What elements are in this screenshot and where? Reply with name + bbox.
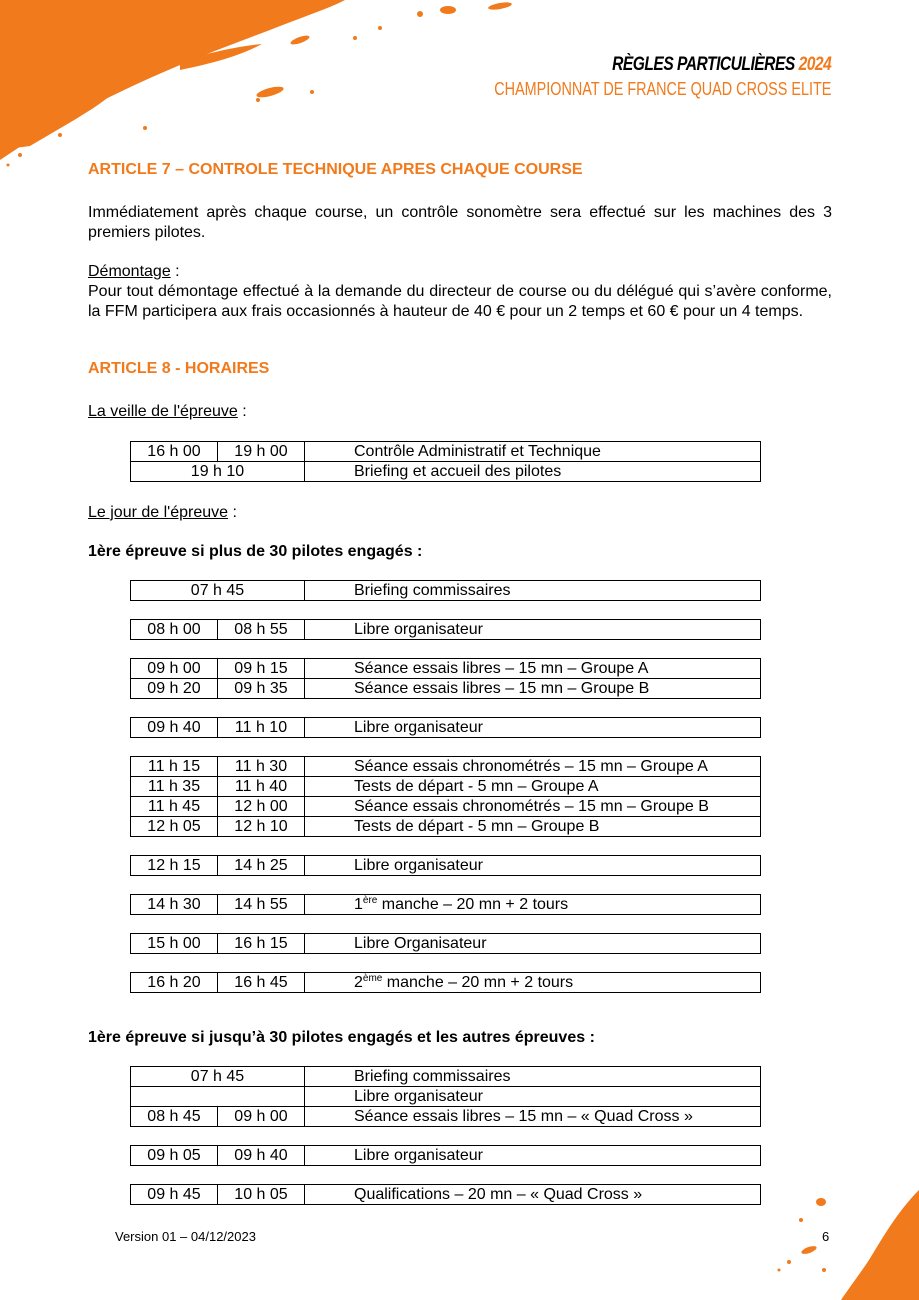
end-time: 09 h 00 xyxy=(218,1107,305,1127)
table-row xyxy=(131,1107,761,1127)
ordinal-suffix: ème xyxy=(362,973,383,984)
jour-label: Le jour de l'épreuve xyxy=(88,504,229,521)
table-row xyxy=(131,442,761,462)
table-row xyxy=(131,462,761,482)
activity-label: Libre Organisateur xyxy=(305,934,761,954)
race-label: manche – 20 mn + 2 tours xyxy=(382,974,574,991)
ordinal-suffix: ère xyxy=(362,895,378,906)
table-row xyxy=(131,777,761,797)
end-time: 09 h 15 xyxy=(218,659,305,679)
start-time: 09 h 05 xyxy=(131,1146,218,1166)
start-time: 12 h 15 xyxy=(131,856,218,876)
article7-heading: ARTICLE 7 – CONTROLE TECHNIQUE APRES CHAQUE COURSE xyxy=(88,161,583,178)
jour-colon: : xyxy=(228,504,237,521)
veille-line xyxy=(88,402,832,422)
activity-label: Séance essais chronométrés – 15 mn – Groupe B xyxy=(305,797,761,817)
start-time: 12 h 05 xyxy=(131,817,218,837)
section1-title: 1ère épreuve si plus de 30 pilotes engagés : xyxy=(88,543,423,560)
table-row xyxy=(131,1087,761,1107)
header-title-year: 2024 xyxy=(798,54,831,75)
start-time: 08 h 45 xyxy=(131,1107,218,1127)
race-label: manche – 20 mn + 2 tours xyxy=(377,896,569,913)
activity-label: Libre organisateur xyxy=(305,620,761,640)
article7-paragraph-1: Immédiatement après chaque course, un contrôle sonomètre sera effectué sur les machines des 3 premiers pilotes. xyxy=(88,204,832,241)
time: 07 h 45 xyxy=(131,581,305,601)
start-time: 11 h 35 xyxy=(131,777,218,797)
activity-label: Libre organisateur xyxy=(305,1087,761,1107)
start-time: 11 h 15 xyxy=(131,757,218,777)
activity-label: Libre organisateur xyxy=(305,1146,761,1166)
table-row xyxy=(131,620,761,640)
header-title xyxy=(612,55,831,74)
activity-label: Séance essais chronométrés – 15 mn – Groupe A xyxy=(305,757,761,777)
end-time: 11 h 10 xyxy=(218,718,305,738)
activity-label: Séance essais libres – 15 mn – Groupe B xyxy=(305,679,761,699)
activity-label: Séance essais libres – 15 mn – « Quad Cross » xyxy=(305,1107,761,1127)
page-number: 6 xyxy=(822,1229,830,1244)
schedule-table-section1 xyxy=(130,580,761,993)
activity-label: Tests de départ - 5 mn – Groupe A xyxy=(305,777,761,797)
activity-label xyxy=(305,973,761,993)
table-row xyxy=(131,757,761,777)
start-time: 09 h 45 xyxy=(131,1185,218,1205)
table-row xyxy=(131,718,761,738)
end-time: 11 h 40 xyxy=(218,777,305,797)
article7-paragraph-2: Pour tout démontage effectué à la demande du directeur de course ou du délégué qui s’avère conforme, la FFM participera aux frais occasionnés à hauteur de 40 € pour un 2 temps et 60 € pour un 4 temps. xyxy=(88,283,832,320)
end-time: 11 h 30 xyxy=(218,757,305,777)
schedule-table-veille xyxy=(130,441,761,482)
race-number: 2 xyxy=(354,974,363,991)
activity-label: Briefing commissaires xyxy=(305,581,761,601)
activity-label: Séance essais libres – 15 mn – Groupe A xyxy=(305,659,761,679)
end-time: 09 h 40 xyxy=(218,1146,305,1166)
article8-heading: ARTICLE 8 - HORAIRES xyxy=(88,360,270,377)
table-row xyxy=(131,1067,761,1087)
activity-label: Tests de départ - 5 mn – Groupe B xyxy=(305,817,761,837)
veille-colon: : xyxy=(237,403,247,420)
header-title-prefix: RÈGLES PARTICULIÈRES xyxy=(611,54,795,75)
end-time: 08 h 55 xyxy=(218,620,305,640)
paint-splash-bottom-right xyxy=(749,1190,919,1300)
table-row xyxy=(131,581,761,601)
start-time: 16 h 20 xyxy=(131,973,218,993)
time: 19 h 10 xyxy=(131,462,305,482)
jour-line xyxy=(88,503,832,523)
activity-label: Libre organisateur xyxy=(305,718,761,738)
table-row xyxy=(131,934,761,954)
end-time: 16 h 45 xyxy=(218,973,305,993)
table-row xyxy=(131,856,761,876)
demontage-label: Démontage xyxy=(88,263,171,280)
time xyxy=(131,1087,305,1107)
race-number: 1 xyxy=(354,896,363,913)
end-time: 09 h 35 xyxy=(218,679,305,699)
start-time: 09 h 20 xyxy=(131,679,218,699)
table-row xyxy=(131,973,761,993)
start-time: 14 h 30 xyxy=(131,895,218,915)
demontage-line xyxy=(88,262,832,282)
table-row xyxy=(131,1146,761,1166)
activity-label: Briefing et accueil des pilotes xyxy=(305,462,761,482)
activity-label: Contrôle Administratif et Technique xyxy=(305,442,761,462)
activity-label xyxy=(305,895,761,915)
table-row xyxy=(131,659,761,679)
start-time: 11 h 45 xyxy=(131,797,218,817)
header-subtitle: CHAMPIONNAT DE FRANCE QUAD CROSS ELITE xyxy=(493,79,831,99)
document-header xyxy=(410,55,831,98)
time: 07 h 45 xyxy=(131,1067,305,1087)
start-time: 09 h 00 xyxy=(131,659,218,679)
end-time: 10 h 05 xyxy=(218,1185,305,1205)
activity-label: Qualifications – 20 mn – « Quad Cross » xyxy=(305,1185,761,1205)
activity-label: Briefing commissaires xyxy=(305,1067,761,1087)
veille-label: La veille de l'épreuve xyxy=(88,403,238,420)
end-time: 14 h 25 xyxy=(218,856,305,876)
start-time: 16 h 00 xyxy=(131,442,218,462)
activity-label: Libre organisateur xyxy=(305,856,761,876)
table-row xyxy=(131,817,761,837)
start-time: 15 h 00 xyxy=(131,934,218,954)
end-time: 19 h 00 xyxy=(218,442,305,462)
footer-version: Version 01 – 04/12/2023 xyxy=(115,1229,256,1244)
start-time: 08 h 00 xyxy=(131,620,218,640)
schedule-table-section2 xyxy=(130,1066,761,1205)
table-row xyxy=(131,679,761,699)
end-time: 12 h 00 xyxy=(218,797,305,817)
end-time: 12 h 10 xyxy=(218,817,305,837)
demontage-colon: : xyxy=(170,263,180,280)
end-time: 16 h 15 xyxy=(218,934,305,954)
table-row xyxy=(131,797,761,817)
start-time: 09 h 40 xyxy=(131,718,218,738)
end-time: 14 h 55 xyxy=(218,895,305,915)
section2-title: 1ère épreuve si jusqu’à 30 pilotes engagés et les autres épreuves : xyxy=(88,1029,595,1046)
table-row xyxy=(131,895,761,915)
table-row xyxy=(131,1185,761,1205)
